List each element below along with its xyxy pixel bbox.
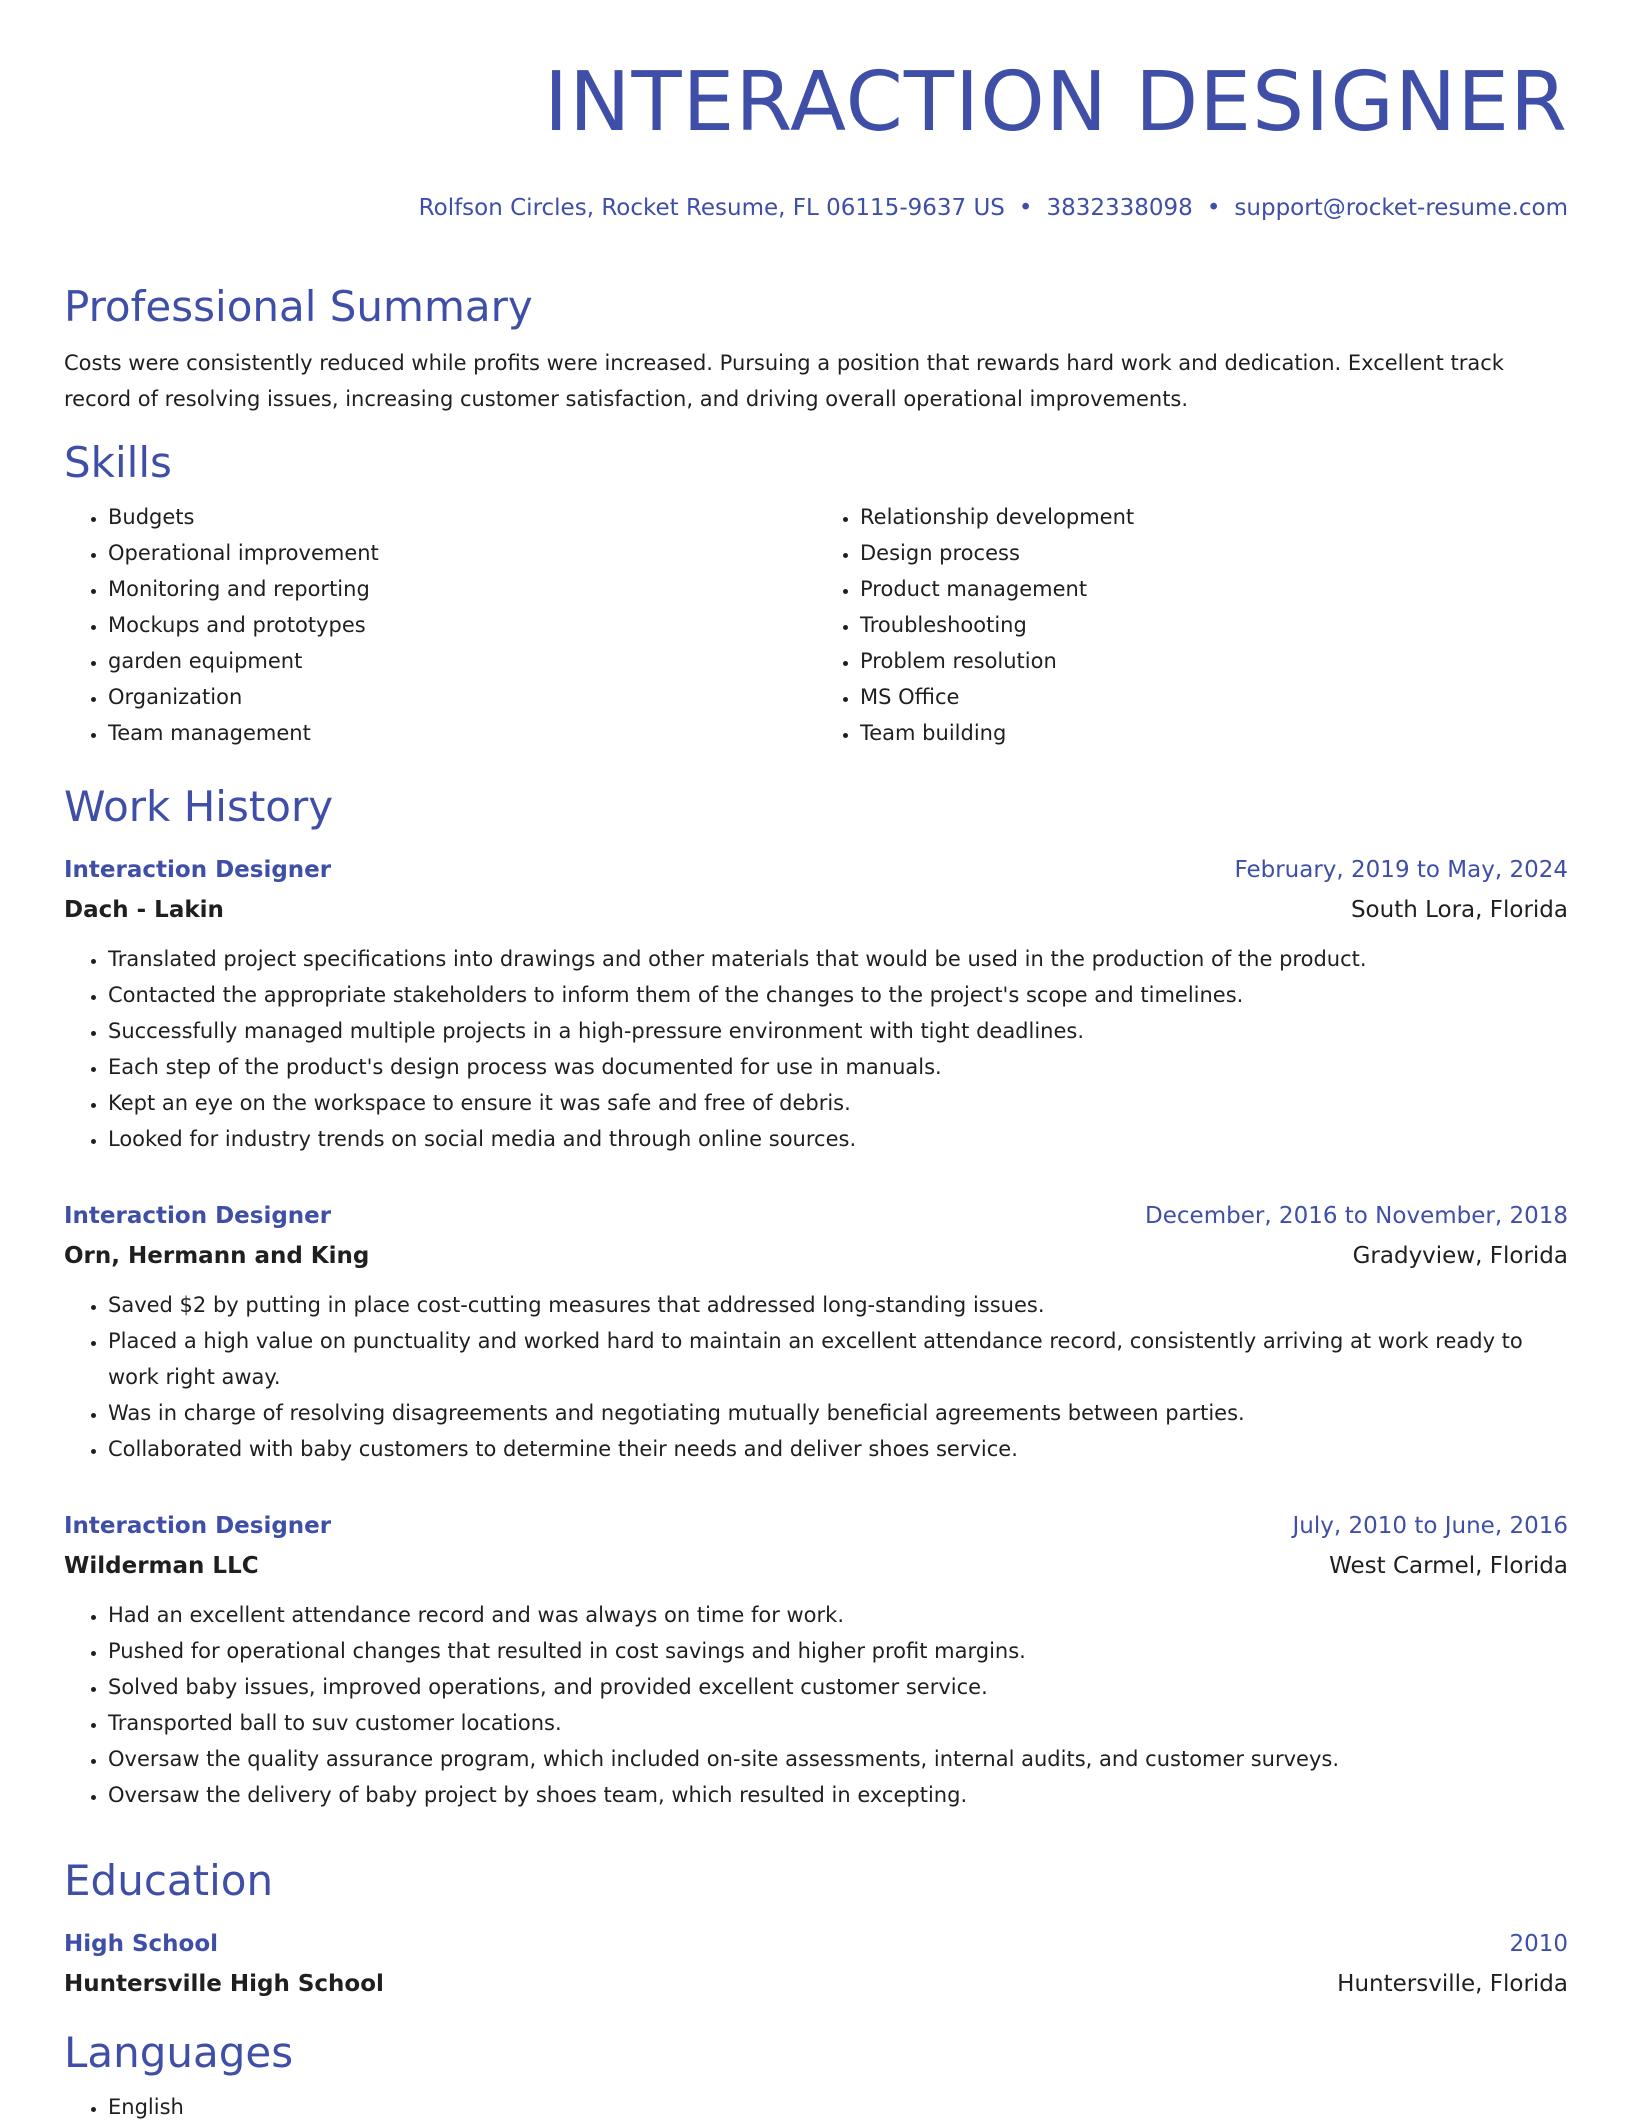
skills-grid bbox=[64, 499, 1568, 751]
job-dates: July, 2010 to June, 2016 bbox=[1292, 1513, 1568, 1539]
job-dates: February, 2019 to May, 2024 bbox=[1234, 857, 1568, 883]
job-bullets bbox=[64, 1597, 1568, 1813]
job-bullet: • Solved baby issues, improved operations, and provided excellent customer service. bbox=[108, 1669, 1568, 1705]
job-subheader bbox=[64, 891, 1568, 929]
education-subheader bbox=[64, 1965, 1568, 2003]
skill-item: • MS Office bbox=[860, 679, 1568, 715]
skill-item: • Team management bbox=[108, 715, 816, 751]
education-section bbox=[64, 1855, 1568, 2003]
languages-section bbox=[64, 2027, 1568, 2125]
job-title: Interaction Designer bbox=[64, 857, 332, 883]
contact-separator: • bbox=[1206, 195, 1221, 221]
summary-text: Costs were consistently reduced while profits were increased. Pursuing a position that rewards hard work and dedication. Excellent track record of resolving issues, increasing customer satisfaction, and driving overall operational improvements. bbox=[64, 351, 1504, 411]
skills-list-right bbox=[816, 499, 1568, 751]
contact-email[interactable]: support@rocket-resume.com bbox=[1234, 195, 1568, 221]
skill-item: • Team building bbox=[860, 715, 1568, 751]
job-bullet: • Placed a high value on punctuality and worked hard to maintain an excellent attendance record, consistently arriving at work ready to work right away. bbox=[108, 1323, 1568, 1395]
job-subheader bbox=[64, 1237, 1568, 1275]
page-title: INTERACTION DESIGNER bbox=[543, 55, 1568, 150]
job-location: South Lora, Florida bbox=[1350, 897, 1568, 923]
job-location: Gradyview, Florida bbox=[1352, 1243, 1568, 1269]
job-bullet: • Collaborated with baby customers to determine their needs and deliver shoes service. bbox=[108, 1431, 1568, 1467]
job-bullet: • Contacted the appropriate stakeholders to inform them of the changes to the project's scope and timelines. bbox=[108, 977, 1568, 1013]
skills-list-left bbox=[64, 499, 816, 751]
job-bullet: • Oversaw the quality assurance program, which included on-site assessments, internal audits, and customer surveys. bbox=[108, 1741, 1568, 1777]
skill-item: • Problem resolution bbox=[860, 643, 1568, 679]
job-bullet: • Was in charge of resolving disagreements and negotiating mutually beneficial agreements between parties. bbox=[108, 1395, 1568, 1431]
job-title: Interaction Designer bbox=[64, 1203, 332, 1229]
summary-section bbox=[64, 281, 1568, 417]
contact-separator: • bbox=[1018, 195, 1033, 221]
work-history-heading: Work History bbox=[64, 782, 334, 831]
job-bullet: • Had an excellent attendance record and was always on time for work. bbox=[108, 1597, 1568, 1633]
job-entry bbox=[64, 1509, 1568, 1813]
education-year: 2010 bbox=[1509, 1931, 1568, 1957]
skills-heading: Skills bbox=[64, 438, 172, 487]
job-header bbox=[64, 1199, 1568, 1233]
contact-address: Rolfson Circles, Rocket Resume, FL 06115-9637 US bbox=[418, 195, 1005, 221]
contact-line bbox=[64, 193, 1568, 223]
skill-item: • Design process bbox=[860, 535, 1568, 571]
education-heading: Education bbox=[64, 1856, 274, 1905]
job-title: Interaction Designer bbox=[64, 1513, 332, 1539]
job-entry bbox=[64, 1199, 1568, 1467]
job-entry bbox=[64, 853, 1568, 1157]
job-bullet: • Oversaw the delivery of baby project by shoes team, which resulted in excepting. bbox=[108, 1777, 1568, 1813]
job-header bbox=[64, 853, 1568, 887]
education-degree: High School bbox=[64, 1931, 219, 1957]
job-bullet: • Translated project specifications into drawings and other materials that would be used in the production of the product. bbox=[108, 941, 1568, 977]
skill-item: • Troubleshooting bbox=[860, 607, 1568, 643]
job-bullet: • Saved $2 by putting in place cost-cutting measures that addressed long-standing issues. bbox=[108, 1287, 1568, 1323]
job-bullet: • Successfully managed multiple projects in a high-pressure environment with tight deadlines. bbox=[108, 1013, 1568, 1049]
languages-list bbox=[64, 2089, 1568, 2125]
job-location: West Carmel, Florida bbox=[1329, 1553, 1568, 1579]
skill-item: • Monitoring and reporting bbox=[108, 571, 816, 607]
contact-phone: 3832338098 bbox=[1046, 195, 1193, 221]
job-bullets bbox=[64, 1287, 1568, 1467]
job-subheader bbox=[64, 1547, 1568, 1585]
job-bullets bbox=[64, 941, 1568, 1157]
job-company: Orn, Hermann and King bbox=[64, 1243, 370, 1269]
job-company: Wilderman LLC bbox=[64, 1553, 259, 1579]
summary-heading: Professional Summary bbox=[64, 282, 533, 331]
skill-item: • Organization bbox=[108, 679, 816, 715]
job-bullet: • Kept an eye on the workspace to ensure it was safe and free of debris. bbox=[108, 1085, 1568, 1121]
education-location: Huntersville, Florida bbox=[1337, 1971, 1568, 1997]
language-item: • English bbox=[108, 2089, 1568, 2125]
skill-item: • Product management bbox=[860, 571, 1568, 607]
job-bullet: • Transported ball to suv customer locations. bbox=[108, 1705, 1568, 1741]
job-bullet: • Looked for industry trends on social media and through online sources. bbox=[108, 1121, 1568, 1157]
job-bullet: • Each step of the product's design process was documented for use in manuals. bbox=[108, 1049, 1568, 1085]
skill-item: • Relationship development bbox=[860, 499, 1568, 535]
job-header bbox=[64, 1509, 1568, 1543]
skill-item: • Operational improvement bbox=[108, 535, 816, 571]
education-entry bbox=[64, 1927, 1568, 2003]
skill-item: • garden equipment bbox=[108, 643, 816, 679]
skill-item: • Budgets bbox=[108, 499, 816, 535]
skill-item: • Mockups and prototypes bbox=[108, 607, 816, 643]
job-dates: December, 2016 to November, 2018 bbox=[1145, 1203, 1568, 1229]
education-school: Huntersville High School bbox=[64, 1971, 384, 1997]
education-header bbox=[64, 1927, 1568, 1961]
work-history-section bbox=[64, 781, 1568, 1813]
job-bullet: • Pushed for operational changes that resulted in cost savings and higher profit margins. bbox=[108, 1633, 1568, 1669]
languages-heading: Languages bbox=[64, 2028, 294, 2077]
skills-section bbox=[64, 437, 1568, 751]
job-company: Dach - Lakin bbox=[64, 897, 224, 923]
